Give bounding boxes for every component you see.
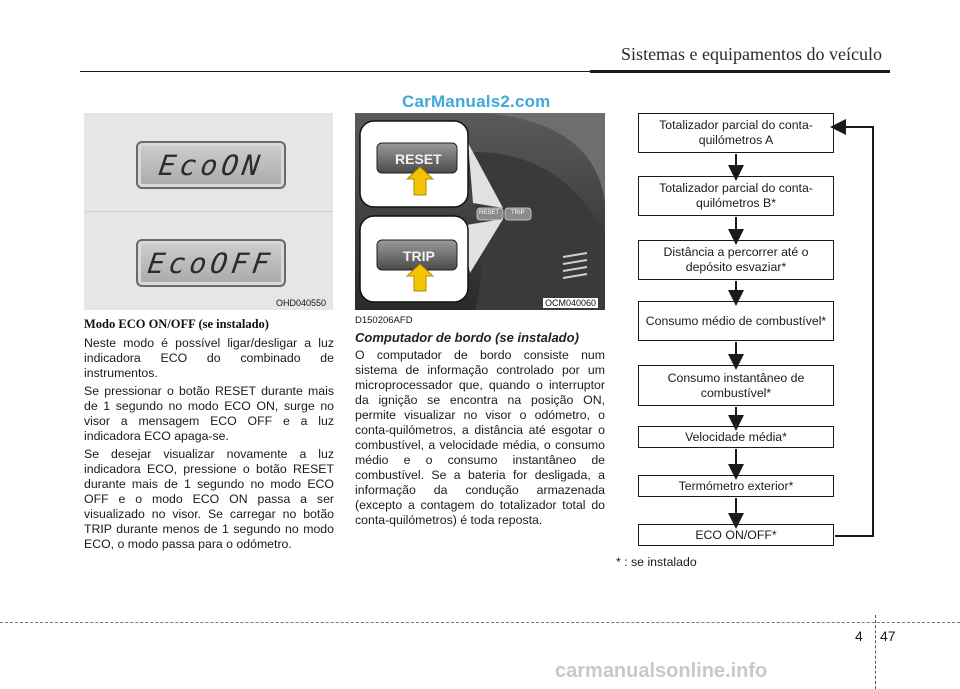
flow-step-average-speed: Velocidade média* [638, 426, 834, 448]
figure-code-left: OHD040550 [276, 298, 327, 308]
chapter-number: 4 [855, 628, 863, 644]
flow-step-distance-to-empty: Distância a percorrer até o depósito esvaziar* [638, 240, 834, 280]
footer-divider [875, 615, 876, 689]
flow-step-trip-a: Totalizador parcial do conta-quilómetros A [638, 113, 834, 153]
reset-button-label: RESET [395, 151, 442, 167]
flow-step-trip-b: Totalizador parcial do conta-quilómetros B* [638, 176, 834, 216]
header-rule [590, 70, 890, 73]
flow-arrows [600, 100, 900, 560]
trip-computer-paragraph: O computador de bordo consiste num sistema de informação controlado por um microprocessador que, quando o interruptor da ignição se encontra na posição ON, permite visualizar no visor o odómetro, o conta-quilómetros, a distância até esgotar o combustível, a velocidade média, o consumo médio e o consumo instantâneo de combustível. Se a bateria for desligada, a informação da condução armazenada (excepto a contagem do totalizador total do conta-quilómetros) é toda reposta. [355, 348, 605, 527]
trip-computer-heading: Computador de bordo (se instalado) [355, 330, 579, 345]
lcd-eco-on-text: EcoON [156, 148, 266, 182]
section-title: Sistemas e equipamentos do veículo [621, 44, 882, 64]
lcd-eco-on [136, 141, 286, 189]
figure-divider [84, 211, 333, 212]
lcd-eco-off-text: EcoOFF [146, 246, 276, 280]
eco-paragraph-1: Neste modo é possível ligar/desligar a luz indicadora ECO do combinado de instrumentos. [84, 336, 334, 380]
page-number: 47 [880, 628, 896, 644]
figure-code-middle: OCM040060 [545, 298, 597, 308]
header-rule-thin [80, 71, 590, 72]
eco-paragraph-3: Se desejar visualizar novamente a luz indicadora ECO, pressione o botão RESET durante mais de 1 segundo no modo ECO OFF e o modo ECO ON passa a ser visualizado no visor. Se carregar no botão TRIP durante menos de 1 segundo no modo ECO, o modo passa para o odómetro. [84, 447, 334, 551]
footer-rule [0, 622, 960, 623]
watermark-top: CarManuals2.com [402, 92, 551, 111]
watermark-bottom: carmanualsonline.info [555, 660, 768, 682]
installed-note: * : se instalado [616, 555, 697, 569]
trip-small-label: TRIP [511, 210, 525, 216]
eco-paragraph-2: Se pressionar o botão RESET durante mais de 1 segundo no modo ECO ON, surge no visor a mensagem ECO OFF e a luz indicadora ECO apaga-se. [84, 384, 334, 443]
left-column [84, 317, 334, 552]
flow-step-instant-consumption: Consumo instantâneo de combustível* [638, 365, 834, 406]
flow-step-average-consumption: Consumo médio de combustível* [638, 301, 834, 341]
reset-small-label: RESET [479, 210, 500, 216]
flow-step-eco-on-off: ECO ON/OFF* [638, 524, 834, 546]
eco-display-figure [84, 113, 333, 310]
eco-mode-heading: Modo ECO ON/OFF (se instalado) [84, 317, 269, 331]
flow-step-outside-temperature: Termómetro exterior* [638, 475, 834, 497]
trip-computer-figure [355, 113, 605, 310]
trip-button-label: TRIP [403, 248, 435, 264]
middle-column [355, 315, 605, 528]
section-code: D150206AFD [355, 315, 413, 326]
lcd-eco-off [136, 239, 286, 287]
